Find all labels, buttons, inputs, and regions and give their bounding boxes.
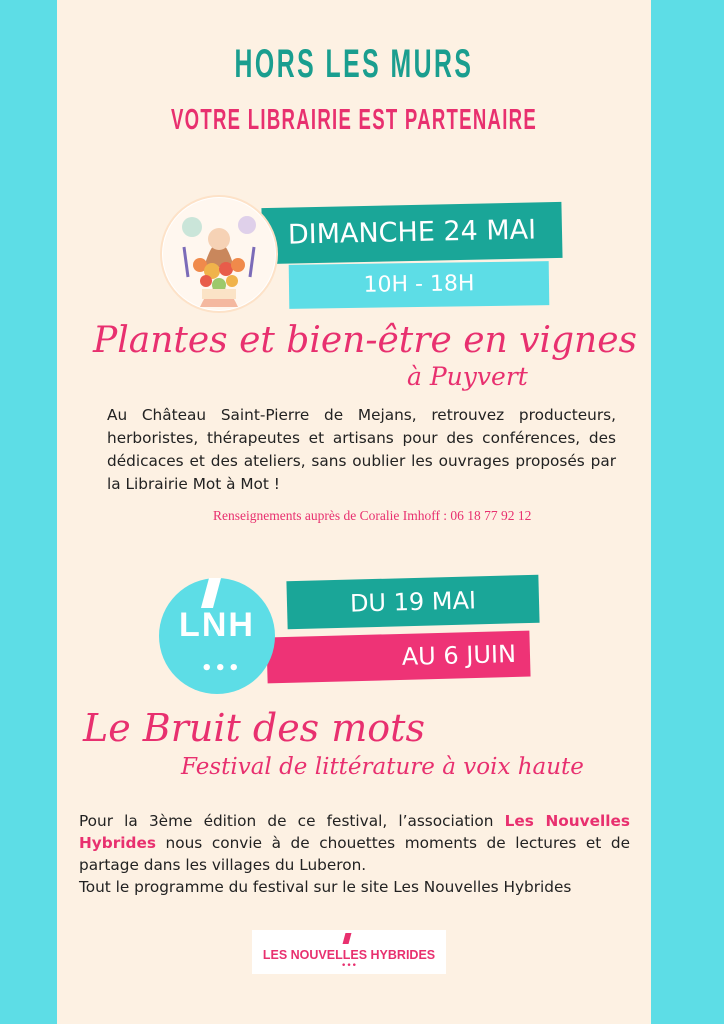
event2-description — [79, 810, 630, 898]
event2-association-name: Les Nouvelles Hybrides — [79, 812, 630, 852]
event1-date-banner: DIMANCHE 24 MAI — [261, 202, 562, 264]
logo-dots: ••• — [341, 961, 357, 971]
event1-description: Au Château Saint-Pierre de Mejans, retrouvez producteurs, herboristes, thérapeutes et artisans pour des conférences, des dédicaces et des ateliers, sans oublier les ouvrages proposés par la Librairie Mot à Mot ! — [107, 406, 616, 493]
event2-subtitle: Festival de littérature à voix haute — [181, 754, 584, 780]
lnh-logo-text: LNH — [179, 606, 255, 644]
event2-date-to-banner: AU 6 JUIN — [266, 631, 530, 684]
event1-hours-banner: 10H - 18H — [289, 261, 550, 309]
page-subtitle: VOTRE LIBRAIRIE EST PARTENAIRE — [171, 104, 537, 136]
event1-location: à Puyvert — [407, 362, 528, 391]
event2-title: Le Bruit des mots — [83, 706, 425, 750]
logo-text: LES NOUVELLES HYBRIDES — [262, 948, 436, 962]
lnh-logo-dots: ••• — [201, 658, 242, 679]
woman-flowers-icon — [162, 197, 276, 311]
nouvelles-hybrides-logo — [252, 930, 446, 974]
event2-description-part1: Pour la 3ème édition de ce festival, l’association — [79, 812, 505, 830]
event2-description-part2: nous convie à de chouettes moments de lectures et de partage dans les villages du Luberon. — [79, 834, 630, 874]
event1-contact: Renseignements auprès de Coralie Imhoff : 06 18 77 92 12 — [213, 508, 532, 523]
page-title: HORS LES MURS — [234, 42, 474, 86]
event2-date-from-banner: DU 19 MAI — [286, 575, 539, 630]
logo-apostrophe-icon — [343, 933, 352, 944]
event1-title: Plantes et bien-être en vignes — [93, 320, 638, 361]
poster — [57, 0, 651, 1024]
event2-description-part3: Tout le programme du festival sur le site Les Nouvelles Hybrides — [79, 878, 572, 896]
